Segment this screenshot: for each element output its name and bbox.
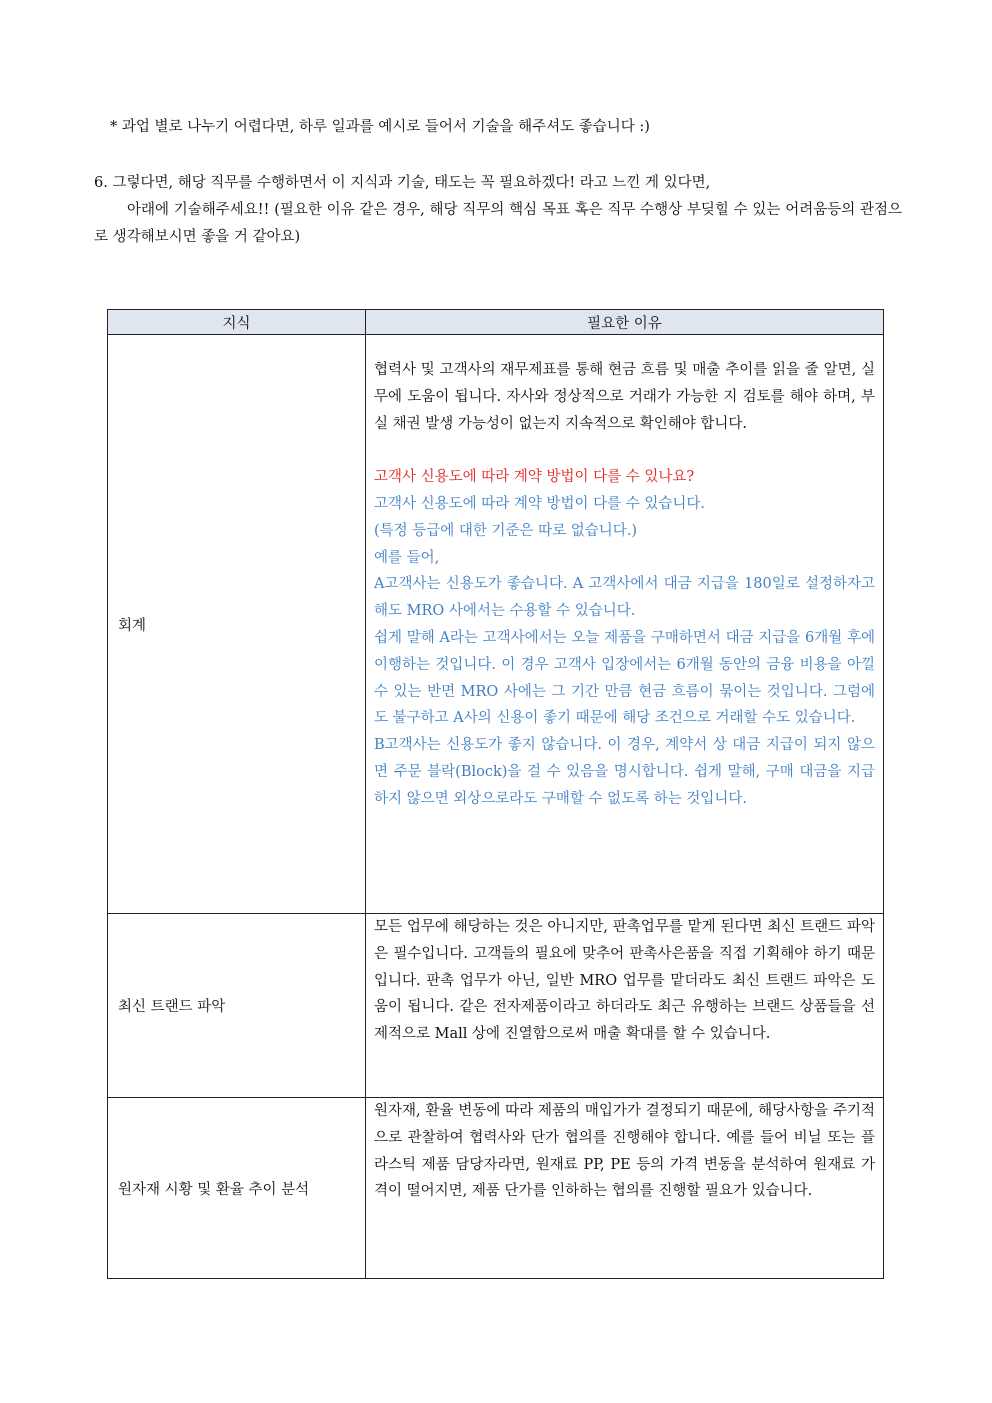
accounting-answer-2: (특정 등급에 대한 기준은 따로 없습니다.)	[374, 522, 638, 539]
row-label-trend: 최신 트랜드 파악	[108, 914, 366, 1098]
header-knowledge: 지식	[108, 310, 366, 335]
question-line-1: 6. 그렇다면, 해당 직무를 수행하면서 이 지식과 기술, 태도는 꼭 필요하겠다! 라고 느낀 게 있다면,	[94, 175, 711, 191]
row-label-materials: 원자재 시황 및 환율 추이 분석	[108, 1098, 366, 1279]
spacer	[374, 437, 875, 464]
table-row	[108, 335, 884, 914]
accounting-intro: 협력사 및 고객사의 재무제표를 통해 현금 흐름 및 매출 추이를 읽을 줄 알면, 실무에 도움이 됩니다. 자사와 정상적으로 거래가 가능한 지 검토를 해야 하며, 부실 채권 발생 가능성이 없는지 지속적으로 확인해야 합니다.	[374, 362, 875, 432]
accounting-answer-3: 예를 들어,	[374, 549, 440, 566]
question-line-2: 아래에 기술해주세요!! (필요한 이유 같은 경우, 해당 직무의 핵심 목표 혹은 직무 수행상 부딪힐 수 있는 어려움등의 관점으로 생각해보시면 좋을 거 같아요)	[94, 202, 902, 245]
knowledge-table	[107, 309, 884, 1279]
table-row	[108, 914, 884, 1098]
accounting-answer-4: A고객사는 신용도가 좋습니다. A 고객사에서 대금 지급을 180일로 설정하자고 해도 MRO 사에서는 수용할 수 있습니다.	[374, 576, 875, 620]
note-text: * 과업 별로 나누기 어렵다면, 하루 일과를 예시로 들어서 기술을 해주셔도 좋습니다 :)	[110, 119, 650, 135]
row-label-accounting: 회계	[108, 335, 366, 914]
accounting-question: 고객사 신용도에 따라 계약 방법이 다를 수 있나요?	[374, 469, 695, 486]
accounting-answer-6: B고객사는 신용도가 좋지 않습니다. 이 경우, 계약서 상 대금 지급이 되지 않으면 주문 블락(Block)을 걸 수 있음을 명시합니다. 쉽게 말해, 구매 대금을 지급하지 않으면 외상으로라도 구매할 수 없도록 하는 것입니다.	[374, 737, 875, 807]
accounting-answer-1: 고객사 신용도에 따라 계약 방법이 다를 수 있습니다.	[374, 495, 706, 512]
row-reason-materials: 원자재, 환율 변동에 따라 제품의 매입가가 결정되기 때문에, 해당사항을 주기적으로 관찰하여 협력사와 단가 협의를 진행해야 합니다. 예를 들어 비닐 또는 플라스틱 제품 담당자라면, 원재료 PP, PE 등의 가격 변동을 분석하여 원재료 가격이 떨어지면, 제품 단가를 인하하는 협의를 진행할 필요가 있습니다.	[366, 1098, 884, 1279]
table-header-row	[108, 310, 884, 335]
question-6	[94, 170, 902, 251]
accounting-answer-5: 쉽게 말해 A라는 고객사에서는 오늘 제품을 구매하면서 대금 지급을 6개월 후에 이행하는 것입니다. 이 경우 고객사 입장에서는 6개월 동안의 금융 비용을 아낄 수 있는 반면 MRO 사에는 그 기간 만큼 현금 흐름이 묶이는 것입니다. 그럼에도 불구하고 A사의 신용이 좋기 때문에 해당 조건으로 거래할 수도 있습니다.	[374, 629, 875, 727]
table-row	[108, 1098, 884, 1279]
header-reason: 필요한 이유	[366, 310, 884, 335]
row-reason-trend: 모든 업무에 해당하는 것은 아니지만, 판촉업무를 맡게 된다면 최신 트랜드 파악은 필수입니다. 고객들의 필요에 맞추어 판촉사은품을 직접 기획해야 하기 때문입니다. 판촉 업무가 아닌, 일반 MRO 업무를 맡더라도 최신 트랜드 파악은 도움이 됩니다. 같은 전자제품이라고 하더라도 최근 유행하는 브랜드 상품들을 선제적으로 Mall 상에 진열함으로써 매출 확대를 할 수 있습니다.	[366, 914, 884, 1098]
row-reason-accounting	[366, 335, 884, 914]
